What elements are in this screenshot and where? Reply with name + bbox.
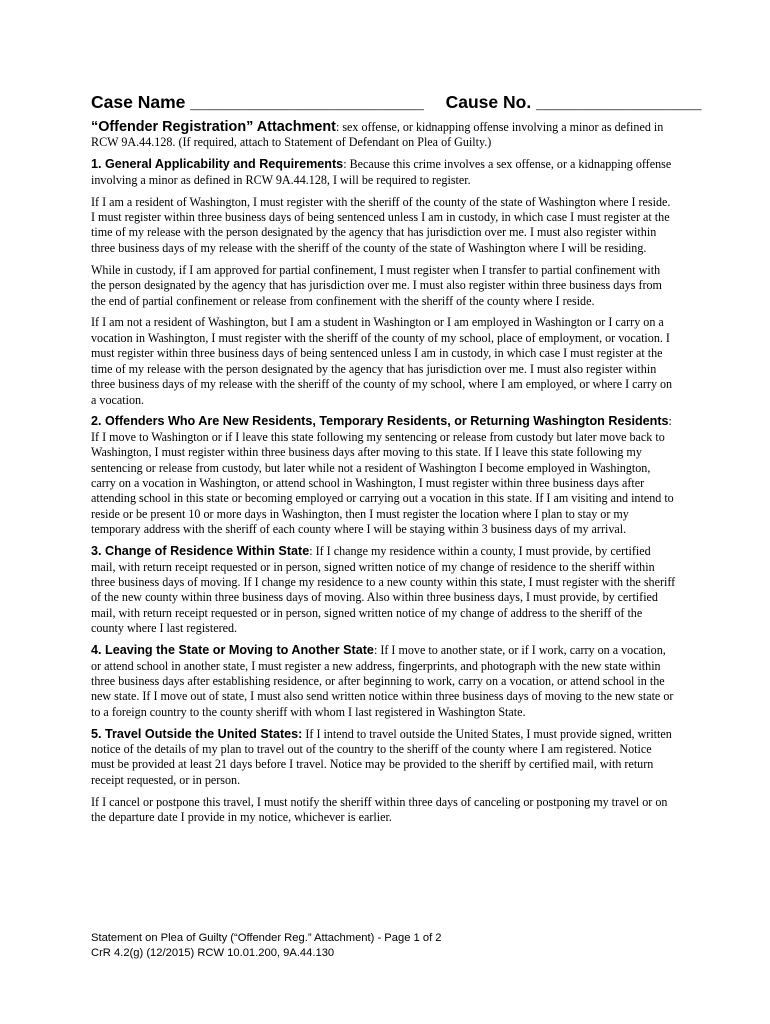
footer-line-1: Statement on Plea of Guilty (“Offender Reg.” Attachment) - Page 1 of 2 [91,932,442,944]
attachment-title: “Offender Registration” Attachment [91,119,336,135]
cause-no-label: Cause No [445,92,527,112]
case-name-blank: ________________________ [190,92,424,112]
section-1-paragraph: If I am not a resident of Washington, but I am a student in Washington or I am employed in Washington or I carry on a vocation in Washington, I must register with the sheriff of the county of my school, place of employment, or vocation. I must register within three business days of being sentenced unless I am in custody, in which case I must register at the time of my release with the person designated by the agency that has jurisdiction over me. I must also register within three business days of my release with the sheriff of the county of my school, where I am employed, or where I carry on a vocation. [91,315,673,407]
section-1-paragraph: If I am a resident of Washington, I must register with the sheriff of the county of the state of Washington where I reside. I must register within three business days of being sentenced unless I am in custody, in which case I must register at the time of my release with the person designated by the agency that has jurisdiction over me. I must also register within three business days of my release with the sheriff of the county of the state of Washington where I will be residing. [91,194,671,255]
section-2-heading: 2. Offenders Who Are New Residents, Temporary Residents, or Returning Washington Residents [91,414,669,429]
section-5 [91,727,676,789]
section-5-text: If I intend to travel outside the United States, I must provide signed, written notice of the details of my plan to travel out of the country to the sheriff of the county where I am registered. Notice must be provided at least 21 days before I travel. Notice may be provided to the sheriff by certified mail, with return receipt requested, or in person. [91,726,672,787]
case-name-label: Case Name [91,92,186,112]
cause-no-dot: . [526,92,532,112]
section-3-text: : If I change my residence within a county, I must provide, by certified mail, with return receipt requested or in person, signed written notice of my change of residence to the sheriff within three business days of moving. If I change my residence to a new county within this state, I must register with the sheriff of the new county within three business days of moving. Also within three business days, I must provide, by certified mail, with return receipt requested or in person, signed written notice of my change of address to the sheriff of the county where I last registered. [91,544,676,636]
section-5-heading: 5. Travel Outside the United States: [91,726,303,741]
section-4-heading: 4. Leaving the State or Moving to Another State [91,643,374,658]
attachment-intro [91,120,676,151]
page-footer [91,931,676,961]
section-1-text: : Because this crime involves a sex offense, or a kidnapping offense involving a minor as defined in RCW 9A.44.128, I will be required to register. [91,157,672,187]
section-2-text: : If I move to Washington or if I leave this state following my sentencing or release from custody but later move back to Washington, I must register within three business days after moving to this state. If I leave this state following my sentencing or release from custody, but later while not a resident of Washington I become employed in Washington, carry on a vocation in Washington, or attend school in Washington, I must register within three business days after attending school in this state or becoming employed or carrying out a vocation in this state. If I am visiting and intend to reside or be present 10 or more days in Washington, then I must register the location where I plan to stay or my temporary address with the sheriff of each county where I will be staying within 3 business days of my arrival. [91,414,674,537]
section-4 [91,643,676,720]
footer-line-2: CrR 4.2(g) (12/2015) RCW 10.01.200, 9A.44.130 [91,947,335,959]
section-4-text: : If I move to another state, or if I work, carry on a vocation, or attend school in another state, I must register a new address, fingerprints, and photograph with the new state within three business days after establishing residence, or after beginning to work, carry on a vocation, or attend school in the new state. If I move out of state, I must also send written notice within three business days of moving to the new state or to a foreign country to the county sheriff with whom I last registered in Washington State. [91,643,674,719]
document-page [91,90,702,832]
section-5-paragraph: If I cancel or postpone this travel, I must notify the sheriff within three days of canceling or postponing my travel or on the departure date I provide in my notice, whichever is earlier. [91,794,668,825]
section-3-heading: 3. Change of Residence Within State [91,544,310,559]
section-1-heading: 1. General Applicability and Requirements [91,157,344,172]
section-1-intro [91,157,676,188]
section-1-paragraph: While in custody, if I am approved for partial confinement, I must register when I transfer to partial confinement with the person designated by the agency that has jurisdiction over me. I must also register within three business days from the end of partial confinement or release from confinement with the sheriff of the county where I reside. [91,262,662,308]
section-3 [91,544,676,636]
section-2 [91,414,676,537]
cause-no-blank: _________________ [536,92,702,112]
case-header [91,90,702,114]
attachment-text: : sex offense, or kidnapping offense involving a minor as defined in RCW 9A.44.128. (If required, attach to Statement of Defendant on Plea of Guilty.) [91,120,664,150]
